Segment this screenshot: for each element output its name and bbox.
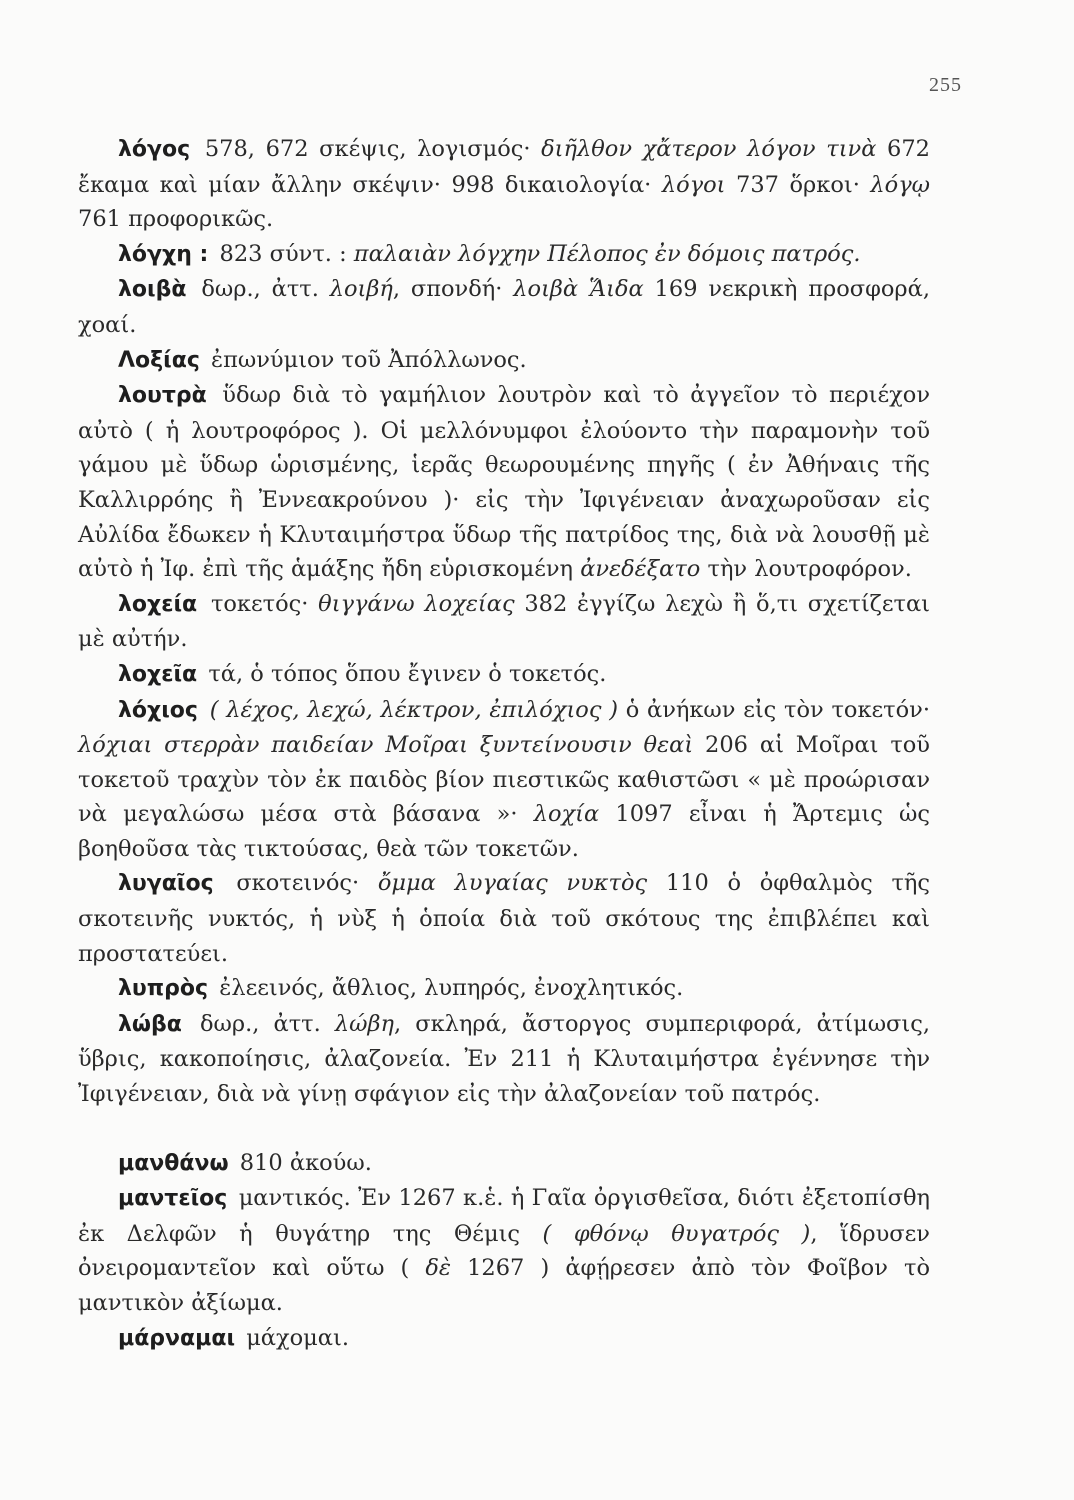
entry-definition: τοκετός·	[210, 590, 319, 617]
entry-definition: , ἵδρυσεν ὀνειρομαντεῖον καὶ οὕτω (	[78, 1220, 930, 1282]
entry-definition: δωρ., ἀττ.	[201, 276, 330, 303]
entry-headword: λουτρὰ	[118, 383, 207, 409]
glossary-entry	[78, 1321, 930, 1357]
entry-headword: μαντεῖος	[118, 1186, 228, 1212]
entry-headword: λοχεία	[118, 591, 198, 617]
entry-definition: ὕδωρ διὰ τὸ γαμήλιον λουτρὸν καὶ τὸ ἀγγεῖον τὸ περιέχον αὐτὸ ( ἡ λουτροφόρος ). Οἱ μελλόνυμφοι ἐλούοντο τὴν παραμονὴν τοῦ γάμου μὲ ὕδωρ ὡρισμένης, ἱερᾶς θεωρουμένης πηγῆς ( ἐν Ἀθήναις τῆς Καλλιρρόης ἢ Ἐννεακρούνου )· εἰς τὴν Ἰφιγένειαν ἀναχωροῦσαν εἰς Αὐλίδα ἔδωκεν ἡ Κλυταιμήστρα ὕδωρ τῆς πατρίδος της, διὰ νὰ λουσθῇ μὲ αὐτὸ ἡ Ἰφ. ἐπὶ τῆς ἁμάξης ἤδη εὑρισκομένη	[78, 382, 931, 583]
entry-definition: 110 ὁ ὀφθαλμὸς τῆς σκοτεινῆς νυκτός, ἡ νὺξ ἡ ὁποία διὰ τοῦ σκότους της ἐπιβλέπει καὶ προστατεύει.	[78, 870, 931, 967]
entry-headword: λόγχη :	[118, 241, 209, 267]
entry-definition: τά, ὁ τόπος ὅπου ἔγινεν ὁ τοκετός.	[208, 660, 607, 687]
entry-definition: 672 ἔκαμα καὶ μίαν ἄλλην σκέψιν· 998 δικαιολογία·	[78, 136, 930, 198]
glossary-entry	[78, 657, 930, 693]
entry-definition: 810 ἀκούω.	[239, 1149, 372, 1176]
entry-citation: λώβη	[334, 1010, 394, 1037]
glossary-entry	[78, 1007, 930, 1112]
glossary-column	[78, 132, 930, 1356]
entry-citation: λόχιαι στερρὰν παιδείαν Μοῖραι ξυντείνουσιν θεαὶ	[78, 732, 694, 759]
entry-definition: , σκληρά, ἄστοργος συμπεριφορά, ἀτίμωσις, ὕβρις, κακοποίησις, ἀλαζονεία. Ἐν 211 ἡ Κλυταιμήστρα ἐγέννησε τὴν Ἰφιγένειαν, διὰ νὰ γίνῃ σφάγιον εἰς τὴν ἀλαζονείαν τοῦ πατρός.	[78, 1010, 930, 1108]
entry-definition: δωρ., ἀττ.	[200, 1010, 335, 1037]
glossary-entry	[78, 237, 930, 273]
entry-headword: λοχεῖα	[118, 661, 198, 687]
entry-citation: ἀνεδέξατο	[580, 556, 701, 583]
entry-definition: ἐπωνύμιον τοῦ Ἀπόλλωνος.	[211, 346, 527, 373]
entry-citation: θιγγάνω λοχείας	[318, 590, 515, 617]
entry-definition: 382 ἐγγίζω λεχὼ ἢ ὅ,τι σχετίζεται μὲ αὐτήν.	[78, 590, 930, 653]
entry-headword: λυπρὸς	[118, 976, 209, 1002]
entry-definition: 169 νεκρικὴ προσφορά, χοαί.	[78, 276, 930, 338]
entry-citation: λοιβή	[329, 276, 393, 303]
entry-citation: διῆλθον χἄτερον λόγον τινὰ	[541, 136, 877, 162]
entry-citation: λόγοι	[661, 171, 726, 198]
entry-definition: 823 σύντ. :	[219, 240, 354, 267]
glossary-entry	[78, 378, 930, 587]
entry-citation: λοχία	[533, 801, 600, 828]
entry-definition: σκοτεινός·	[236, 870, 378, 897]
entry-headword: μανθάνω	[118, 1150, 229, 1176]
glossary-entry	[78, 866, 930, 971]
entry-definition: 206 αἱ Μοῖραι τοῦ τοκετοῦ τραχὺν τὸν ἐκ παιδὸς βίον πιεστικῶς καθιστῶσι « μὲ προώρισαν νὰ μεγαλώσω μέσα στὰ βάσανα »·	[78, 732, 930, 828]
entry-definition: 578, 672 σκέψις, λογισμός·	[204, 136, 542, 162]
entry-headword: λώβα	[118, 1011, 182, 1037]
glossary-entry	[78, 132, 930, 237]
entry-citation: ὄμμα λυγαίας νυκτὸς	[377, 870, 648, 897]
entry-definition: 737 ὅρκοι·	[725, 171, 871, 198]
entry-definition: , σπονδή·	[392, 276, 514, 303]
entry-headword: λυγαῖος	[118, 871, 214, 897]
entry-definition: μάχομαι.	[246, 1324, 349, 1351]
entry-headword: μάρναμαι	[118, 1325, 236, 1351]
entry-headword: λοιβὰ	[118, 277, 187, 303]
entry-headword: Λοξίας	[118, 347, 200, 373]
entry-headword: λόχιος	[118, 697, 198, 723]
glossary-entry	[78, 587, 930, 657]
entry-citation: ( λέχος, λεχώ, λέκτρον, ἐπιλόχιος )	[209, 696, 618, 723]
page-number: 255	[929, 74, 962, 96]
entry-definition: 761 προφορικῶς.	[78, 206, 274, 233]
glossary-entry	[78, 272, 930, 342]
glossary-entry	[78, 343, 930, 379]
glossary-entry	[78, 1181, 930, 1320]
entry-citation: λοιβὰ Ἅιδα	[513, 276, 644, 303]
entry-definition: μαντικός. Ἐν 1267 κ.ἑ. ἡ Γαῖα ὀργισθεῖσα, διότι ἐξετοπίσθη ἐκ Δελφῶν ἡ θυγάτηρ της Θέμις	[78, 1185, 930, 1247]
entry-headword: λόγος	[118, 137, 191, 162]
entry-citation: δὲ	[425, 1255, 452, 1282]
glossary-entry	[78, 693, 930, 867]
entry-definition: 1097 εἶναι ἡ Ἄρτεμις ὡς βοηθοῦσα τὰς τικτούσας, θεὰ τῶν τοκετῶν.	[78, 801, 930, 862]
entry-definition: ἐλεεινός, ἄθλιος, λυπηρός, ἐνοχλητικός.	[219, 975, 684, 1002]
glossary-entry	[78, 1146, 930, 1182]
entry-definition: 1267 ) ἀφῄρεσεν ἀπὸ τὸν Φοῖβον τὸ μαντικὸν ἀξίωμα.	[78, 1255, 930, 1316]
entry-definition: τὴν λουτροφόρον.	[700, 556, 912, 583]
entry-citation: παλαιὰν λόγχην Πέλοπος ἐν δόμοις πατρός.	[353, 240, 861, 267]
glossary-entry	[78, 971, 930, 1007]
entry-definition: ὁ ἀνήκων εἰς τὸν τοκετόν·	[617, 696, 930, 723]
entry-citation: λόγῳ	[870, 171, 931, 198]
entry-citation: ( φθόνῳ θυγατρός )	[542, 1220, 811, 1247]
